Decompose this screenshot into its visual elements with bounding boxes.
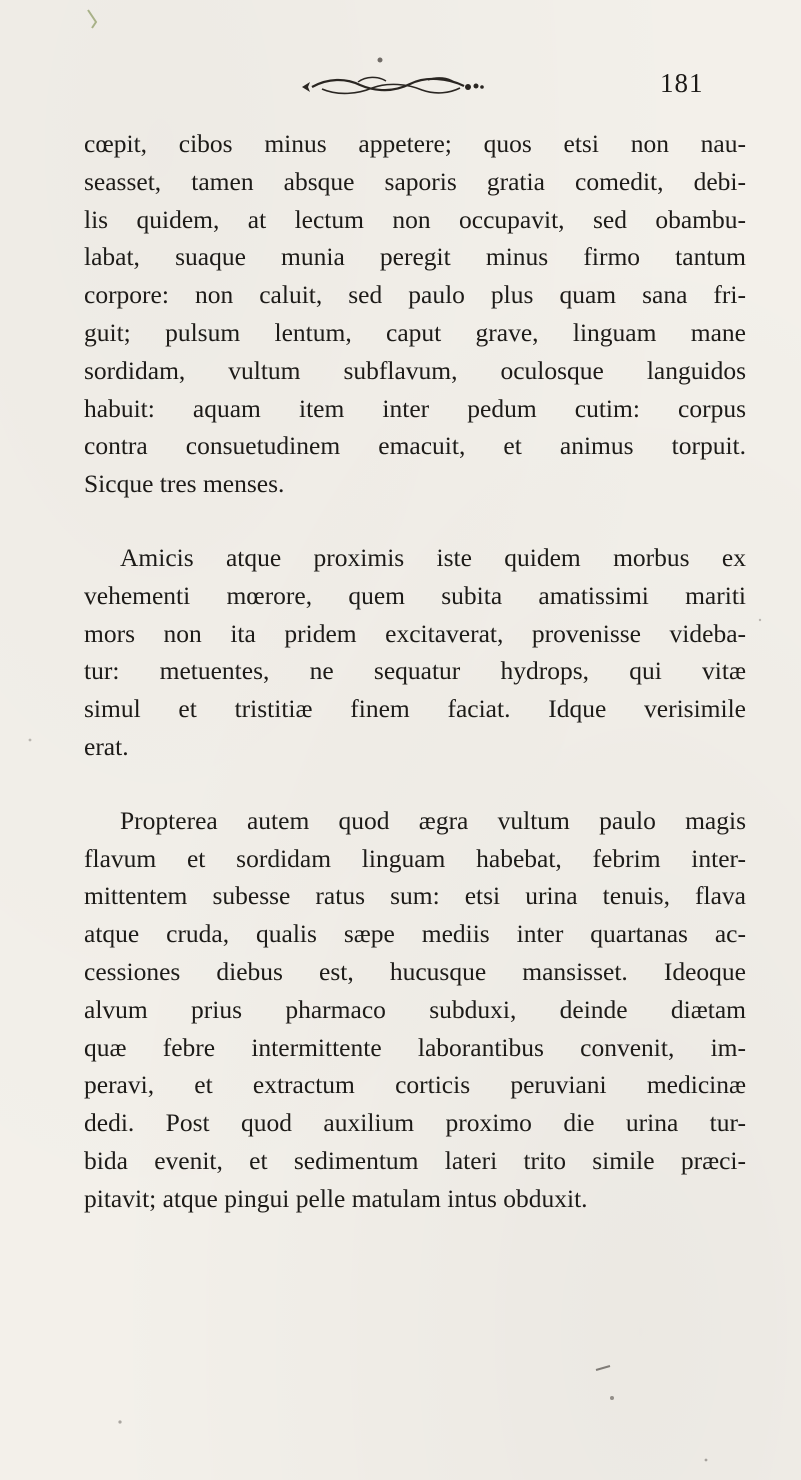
printer-ornament-icon: [298, 76, 484, 98]
text-line: pitavit; atque pingui pelle matulam intus obduxit.: [84, 1183, 588, 1213]
text-line: atque cruda, qualis sæpe mediis inter quartanas ac-: [84, 919, 746, 949]
text-line: habuit: aquam item inter pedum cutim: corpus: [84, 393, 746, 423]
text-line: bida evenit, et sedimentum lateri trito simile præci-: [84, 1145, 746, 1175]
text-line: vehementi mœrore, quem subita amatissimi mariti: [84, 580, 746, 610]
page-header: [0, 68, 801, 108]
paragraph-1: [84, 125, 746, 503]
paragraph-gap: [84, 503, 746, 539]
text-line: corpore: non caluit, sed paulo plus quam sana fri-: [84, 280, 746, 310]
paragraph-2: [84, 539, 746, 766]
text-line: seasset, tamen absque saporis gratia comedit, debi-: [84, 166, 746, 196]
paragraph-3: [84, 802, 746, 1218]
text-line: Amicis atque proximis iste quidem morbus ex: [120, 542, 746, 572]
text-line: erat.: [84, 731, 129, 761]
text-line: Sicque tres menses.: [84, 469, 285, 499]
text-line: alvum prius pharmaco subduxi, deinde diætam: [84, 994, 746, 1024]
text-line: quæ febre intermittente laborantibus convenit, im-: [84, 1032, 746, 1062]
text-line: peravi, et extractum corticis peruviani medicinæ: [84, 1070, 746, 1100]
text-line: sordidam, vultum subflavum, oculosque languidos: [84, 355, 746, 385]
body-text: [84, 125, 746, 1218]
text-line: flavum et sordidam linguam habebat, febrim inter-: [84, 843, 746, 873]
text-line: mors non ita pridem excitaverat, provenisse videba-: [84, 618, 746, 648]
text-line: cœpit, cibos minus appetere; quos etsi non nau-: [84, 129, 746, 158]
text-line: dedi. Post quod auxilium proximo die urina tur-: [84, 1108, 746, 1138]
text-line: tur: metuentes, ne sequatur hydrops, qui vitæ: [84, 656, 746, 686]
paragraph-gap: [84, 766, 746, 802]
text-line: guit; pulsum lentum, caput grave, linguam mane: [84, 317, 746, 347]
text-line: mittentem subesse ratus sum: etsi urina tenuis, flava: [84, 881, 746, 911]
text-line: simul et tristitiæ finem faciat. Idque verisimile: [84, 694, 746, 724]
text-line: contra consuetudinem emacuit, et animus torpuit.: [84, 431, 746, 461]
page-number: 181: [660, 68, 704, 98]
text-line: Propterea autem quod ægra vultum paulo magis: [120, 805, 746, 835]
text-line: cessiones diebus est, hucusque mansisset. Ideoque: [84, 956, 746, 986]
text-line: labat, suaque munia peregit minus firmo tantum: [84, 242, 746, 272]
text-line: lis quidem, at lectum non occupavit, sed obambu-: [84, 204, 746, 234]
